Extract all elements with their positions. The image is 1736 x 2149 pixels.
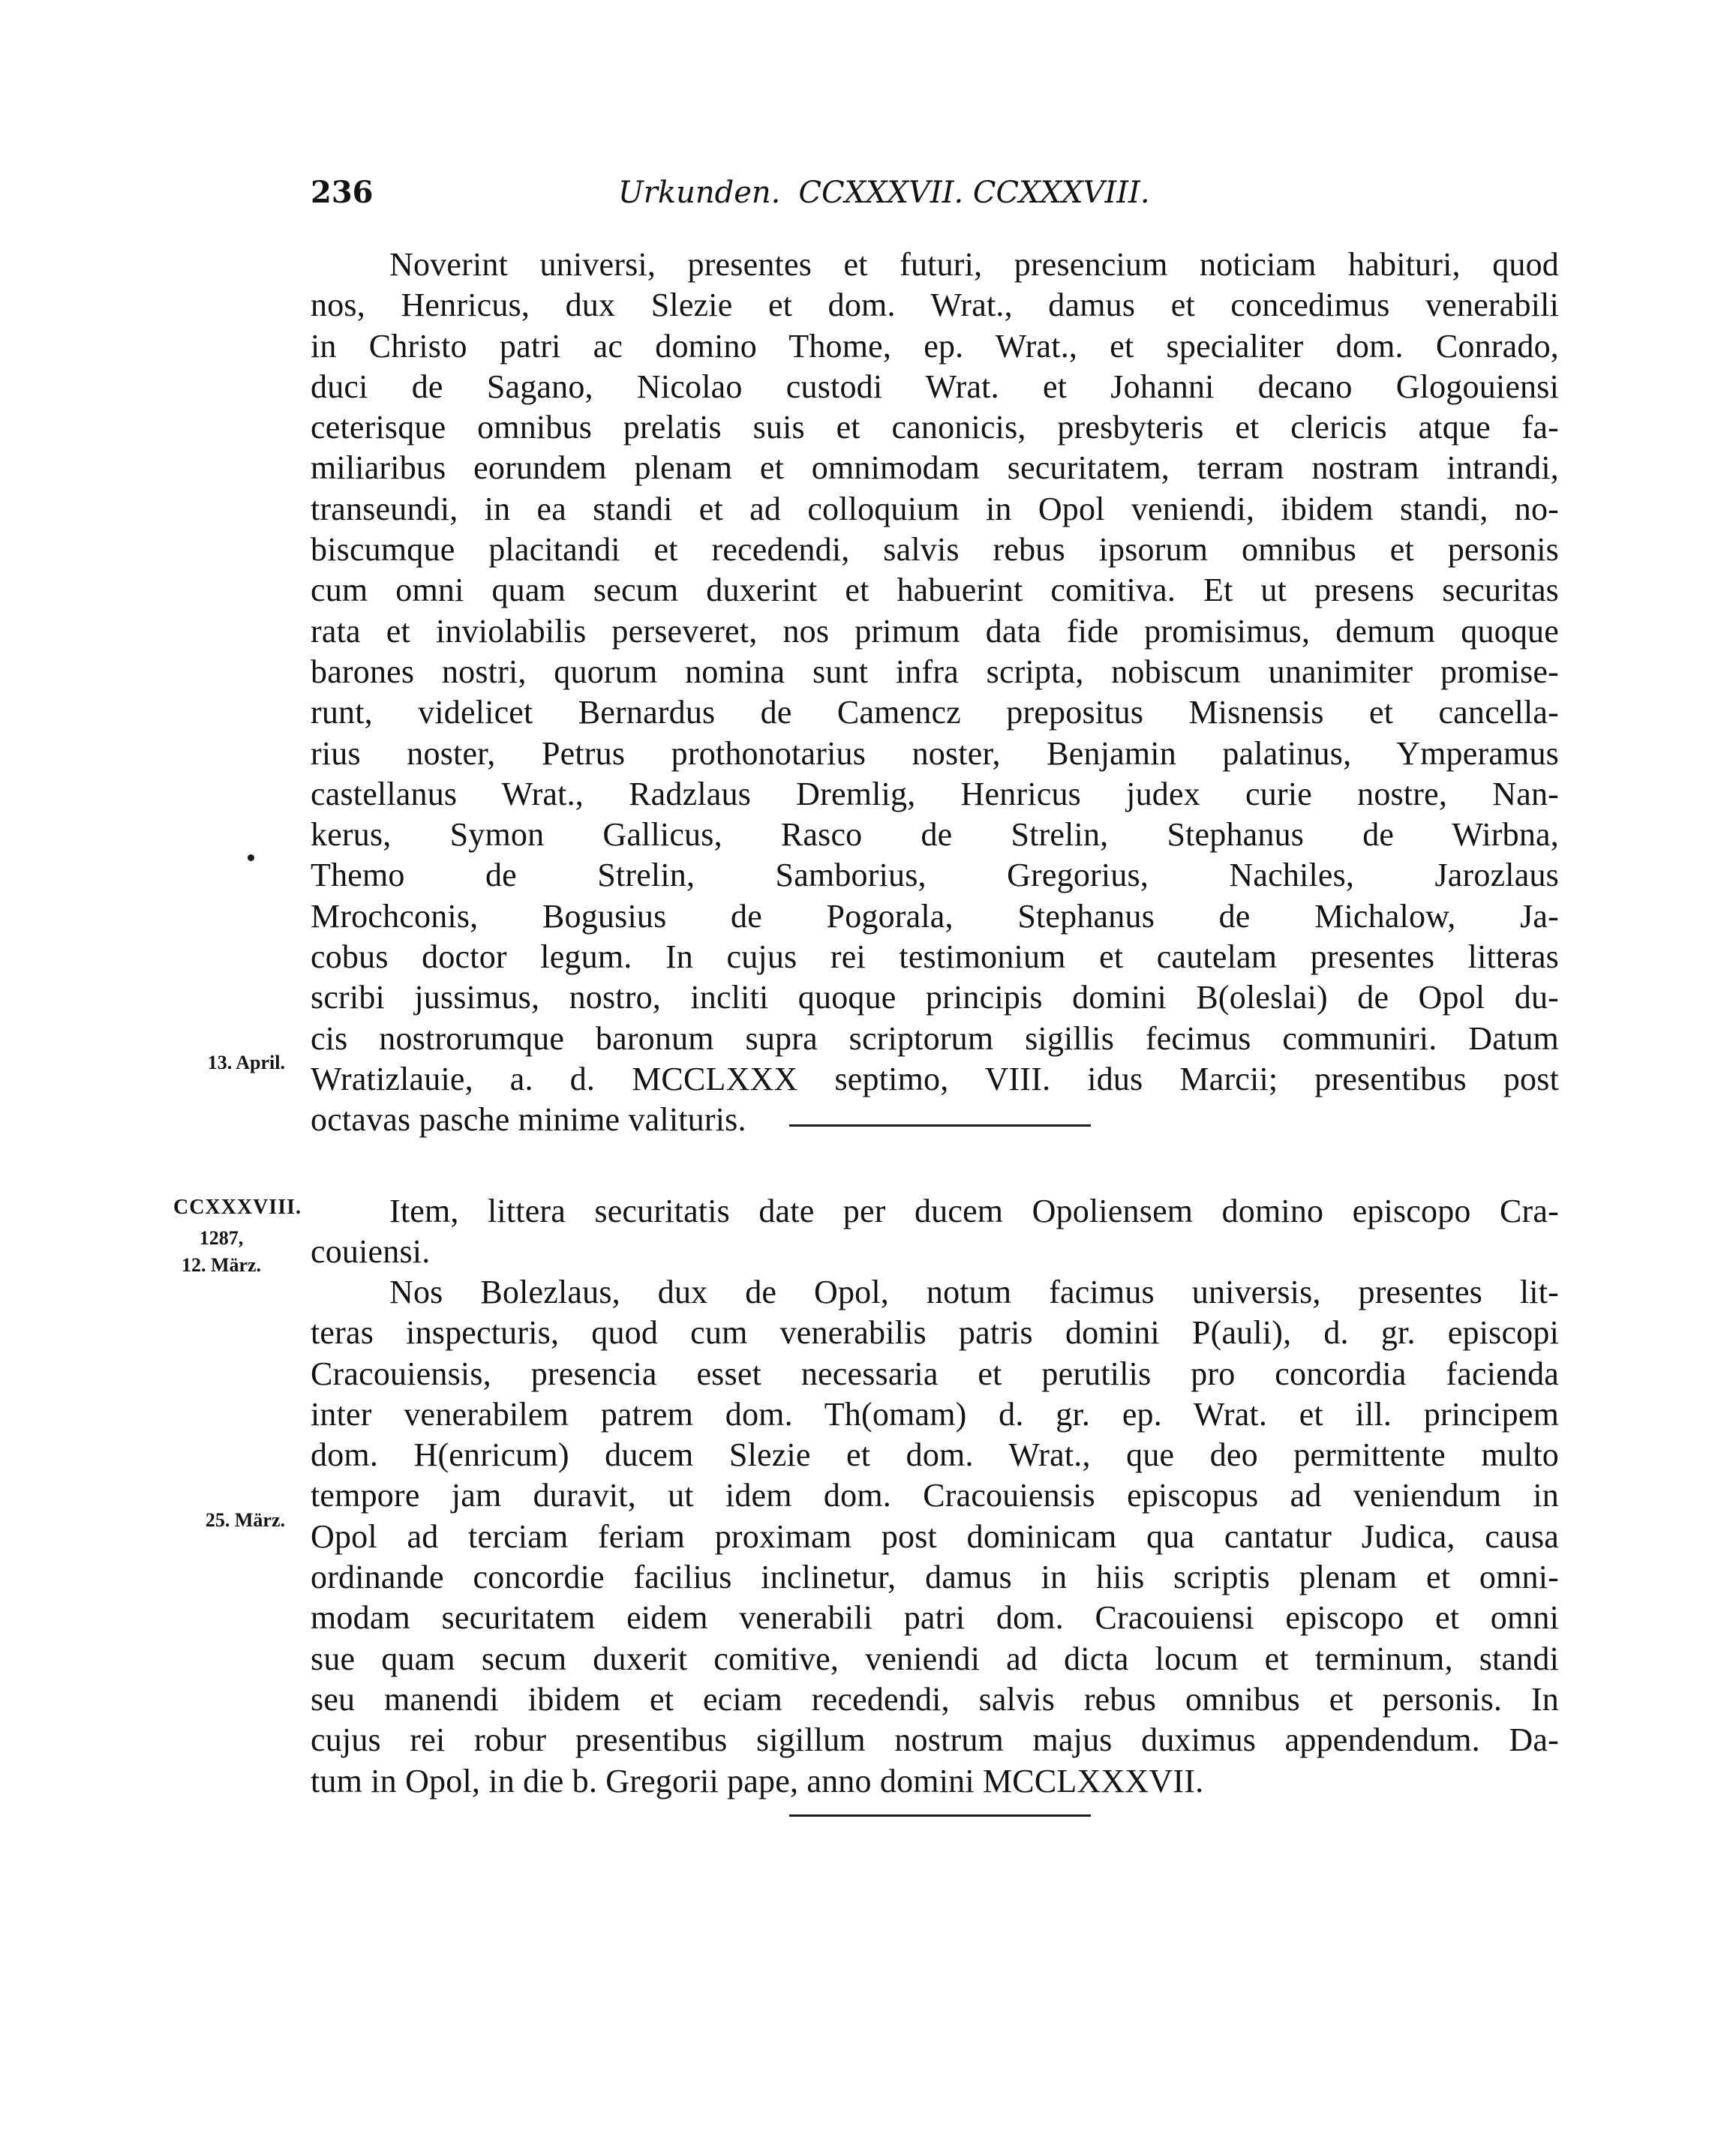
text-line: biscumque placitandi et recedendi, salvis rebus ipsorum omnibus et personis xyxy=(311,531,1559,569)
text-line: cujus rei robur presentibus sigillum nostrum majus duximus appendendum. Da- xyxy=(311,1721,1559,1759)
text-line: scribi jussimus, nostro, incliti quoque principis domini B(oleslai) de Opol du- xyxy=(311,979,1559,1016)
text-line: transeundi, in ea standi et ad colloquium in Opol veniendi, ibidem standi, no- xyxy=(311,490,1559,527)
text-line: Cracouiensis, presencia esset necessaria et perutilis pro concordia facienda xyxy=(311,1355,1559,1392)
text-line: modam securitatem eidem venerabili patri dom. Cracouiensi episcopo et omni xyxy=(311,1599,1559,1637)
text-line: rius noster, Petrus prothonotarius noster, Benjamin palatinus, Ymperamus xyxy=(311,734,1559,772)
text-line: duci de Sagano, Nicolao custodi Wrat. et Johanni decano Glogouiensi xyxy=(311,368,1559,405)
document-1-body xyxy=(311,245,1559,1141)
margin-date-note: 25. März. xyxy=(205,1509,285,1531)
text-line: ordinande concordie facilius inclinetur, damus in hiis scriptis plenam et omni- xyxy=(311,1559,1559,1596)
text-line: Noverint universi, presentes et futuri, presencium noticiam habituri, quod xyxy=(389,246,1559,283)
document-2-title xyxy=(311,1191,1559,1273)
section-separator xyxy=(789,1814,1091,1817)
text-line: seu manendi ibidem et eciam recedendi, salvis rebus omnibus et personis. In xyxy=(311,1680,1559,1718)
text-line: cis nostrorumque baronum supra scriptorum sigillis fecimus communiri. Datum xyxy=(311,1019,1559,1057)
text-line: octavas pasche minime valituris. xyxy=(311,1101,746,1139)
text-line: runt, videlicet Bernardus de Camencz prepositus Misnensis et cancella- xyxy=(311,694,1559,731)
text-line: rata et inviolabilis perseveret, nos primum data fide promisimus, demum quoque xyxy=(311,612,1559,650)
text-line: miliaribus eorundem plenam et omnimodam securitatem, terram nostram intrandi, xyxy=(311,449,1559,487)
text-line: kerus, Symon Gallicus, Rasco de Strelin, Stephanus de Wirbna, xyxy=(311,816,1559,854)
text-line: cobus doctor legum. In cujus rei testimonium et cautelam presentes litteras xyxy=(311,938,1559,976)
text-line: castellanus Wrat., Radzlaus Dremlig, Henricus judex curie nostre, Nan- xyxy=(311,775,1559,812)
text-line: tum in Opol, in die b. Gregorii pape, anno domini MCCLXXXVII. xyxy=(311,1762,1204,1799)
page-header xyxy=(311,168,1571,218)
text-line: Themo de Strelin, Samborius, Gregorius, Nachiles, Jarozlaus xyxy=(311,857,1559,894)
text-line: Wratizlauie, a. d. MCCLXXX septimo, VIII. idus Marcii; presentibus post xyxy=(311,1060,1559,1097)
margin-dot xyxy=(248,854,254,861)
document-numbers: CCXXXVII. CCXXXVIII. xyxy=(798,176,1150,210)
text-line: sue quam secum duxerit comitive, veniendi ad dicta locum et terminum, standi xyxy=(311,1640,1559,1677)
document-year-note: 1287, xyxy=(199,1227,244,1249)
margin-date-note: 13. April. xyxy=(207,1052,285,1073)
running-title xyxy=(618,168,1150,218)
text-line: nos, Henricus, dux Slezie et dom. Wrat., damus et concedimus venerabili xyxy=(311,287,1559,324)
title-line: couiensi. xyxy=(311,1233,431,1271)
section-separator xyxy=(789,1124,1091,1127)
text-line: Opol ad terciam feriam proximam post dominicam qua cantatur Judica, causa xyxy=(311,1517,1559,1555)
text-line: ceterisque omnibus prelatis suis et canonicis, presbyteris et clericis atque fa- xyxy=(311,409,1559,446)
text-line: Mrochconis, Bogusius de Pogorala, Stephanus de Michalow, Ja- xyxy=(311,897,1559,935)
text-line: teras inspecturis, quod cum venerabilis patris domini P(auli), d. gr. episcopi xyxy=(311,1314,1559,1352)
page-number: 236 xyxy=(311,175,374,210)
text-line: dom. H(enricum) ducem Slezie et dom. Wrat., que deo permittente multo xyxy=(311,1436,1559,1474)
text-line: in Christo patri ac domino Thome, ep. Wrat., et specialiter dom. Conrado, xyxy=(311,327,1559,365)
text-line: inter venerabilem patrem dom. Th(omam) d. gr. ep. Wrat. et ill. principem xyxy=(311,1395,1559,1433)
text-line: Nos Bolezlaus, dux de Opol, notum facimus universis, presentes lit- xyxy=(389,1274,1559,1310)
text-line: cum omni quam secum duxerint et habuerint comitiva. Et ut presens securitas xyxy=(311,572,1559,609)
document-number-note: CCXXXVIII. xyxy=(173,1196,302,1219)
document-2-body xyxy=(311,1272,1559,1802)
text-line: tempore jam duravit, ut idem dom. Cracouiensis episcopus ad veniendum in xyxy=(311,1477,1559,1514)
title-line: Item, littera securitatis date per ducem Opoliensem domino episcopo Cra- xyxy=(389,1193,1559,1229)
text-line: barones nostri, quorum nomina sunt infra scripta, nobiscum unanimiter promise- xyxy=(311,653,1559,690)
document-date-note: 12. März. xyxy=(181,1254,262,1276)
section-label: Urkunden. xyxy=(618,176,781,210)
